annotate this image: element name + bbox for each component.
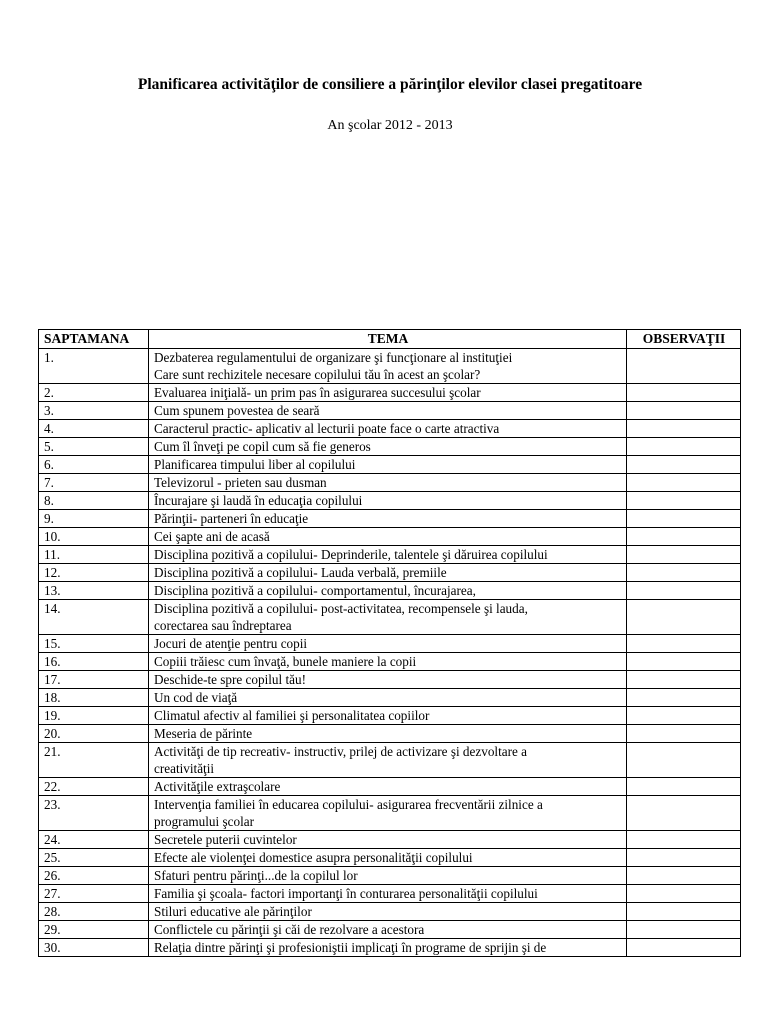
topic-cell — [149, 885, 627, 903]
table-row — [39, 600, 741, 635]
topic-line: Cei şapte ani de acasă — [154, 529, 270, 544]
notes-cell — [627, 867, 741, 885]
topic-cell — [149, 903, 627, 921]
table-row — [39, 743, 741, 778]
header-row — [39, 330, 741, 349]
week-cell: 30. — [39, 939, 149, 957]
table-row — [39, 653, 741, 671]
topic-line: Dezbaterea regulamentului de organizare şi funcţionare al instituţiei — [154, 350, 513, 365]
topic-cell — [149, 564, 627, 582]
notes-cell — [627, 438, 741, 456]
table-row — [39, 671, 741, 689]
topic-cell — [149, 796, 627, 831]
notes-cell — [627, 349, 741, 384]
topic-cell — [149, 671, 627, 689]
notes-cell — [627, 796, 741, 831]
week-cell: 19. — [39, 707, 149, 725]
week-cell: 24. — [39, 831, 149, 849]
notes-cell — [627, 831, 741, 849]
topic-cell — [149, 778, 627, 796]
week-cell: 8. — [39, 492, 149, 510]
topic-line: Planificarea timpului liber al copilului — [154, 457, 356, 472]
topic-cell — [149, 474, 627, 492]
table-row — [39, 725, 741, 743]
topic-line: Jocuri de atenţie pentru copii — [154, 636, 308, 651]
notes-cell — [627, 564, 741, 582]
topic-cell — [149, 402, 627, 420]
topic-cell — [149, 384, 627, 402]
topic-line: Efecte ale violenţei domestice asupra personalităţii copilului — [154, 850, 473, 865]
topic-cell — [149, 653, 627, 671]
topic-line: Copiii trăiesc cum învaţă, bunele maniere la copii — [154, 654, 417, 669]
week-cell: 15. — [39, 635, 149, 653]
table-row — [39, 384, 741, 402]
planning-table — [38, 329, 741, 957]
topic-line: Meseria de părinte — [154, 726, 253, 741]
notes-cell — [627, 778, 741, 796]
topic-line: Disciplina pozitivă a copilului- Deprinderile, talentele şi dăruirea copilului — [154, 547, 548, 562]
topic-line: Activităţi de tip recreativ- instructiv, prilej de activizare şi dezvoltare a — [154, 744, 527, 759]
table-row — [39, 528, 741, 546]
topic-line: Încurajare şi laudă în educaţia copilului — [154, 493, 363, 508]
week-cell: 27. — [39, 885, 149, 903]
week-cell: 1. — [39, 349, 149, 384]
notes-cell — [627, 939, 741, 957]
table-row — [39, 885, 741, 903]
table-row — [39, 402, 741, 420]
table-row — [39, 903, 741, 921]
topic-line: Disciplina pozitivă a copilului- Lauda verbală, premiile — [154, 565, 447, 580]
notes-cell — [627, 743, 741, 778]
topic-cell — [149, 831, 627, 849]
topic-line: Disciplina pozitivă a copilului- post-activitatea, recompensele şi lauda, — [154, 601, 528, 616]
notes-cell — [627, 474, 741, 492]
table-row — [39, 474, 741, 492]
topic-line: Activităţile extraşcolare — [154, 779, 281, 794]
week-cell: 2. — [39, 384, 149, 402]
topic-line: Intervenţia familiei în educarea copilului- asigurarea frecventării zilnice a — [154, 797, 543, 812]
table-row — [39, 707, 741, 725]
topic-line: Sfaturi pentru părinţi...de la copilul lor — [154, 868, 358, 883]
table-row — [39, 867, 741, 885]
topic-cell — [149, 510, 627, 528]
week-cell: 16. — [39, 653, 149, 671]
topic-cell — [149, 725, 627, 743]
topic-line: programului şcolar — [154, 814, 254, 829]
week-cell: 12. — [39, 564, 149, 582]
topic-line: Disciplina pozitivă a copilului- comportamentul, încurajarea, — [154, 583, 476, 598]
week-cell: 5. — [39, 438, 149, 456]
week-cell: 7. — [39, 474, 149, 492]
topic-cell — [149, 349, 627, 384]
header-notes: OBSERVAŢII — [627, 330, 741, 349]
week-cell: 18. — [39, 689, 149, 707]
topic-cell — [149, 921, 627, 939]
notes-cell — [627, 689, 741, 707]
header-topic: TEMA — [149, 330, 627, 349]
topic-cell — [149, 743, 627, 778]
table-row — [39, 510, 741, 528]
topic-cell — [149, 456, 627, 474]
table-row — [39, 420, 741, 438]
topic-line: Deschide-te spre copilul tău! — [154, 672, 306, 687]
notes-cell — [627, 653, 741, 671]
table-header — [39, 330, 741, 349]
notes-cell — [627, 420, 741, 438]
topic-line: Familia şi şcoala- factori importanţi în conturarea personalităţii copilului — [154, 886, 538, 901]
page-subtitle: An şcolar 2012 - 2013 — [327, 118, 453, 133]
topic-line: Stiluri educative ale părinţilor — [154, 904, 312, 919]
topic-cell — [149, 546, 627, 564]
table-row — [39, 796, 741, 831]
table-body — [39, 349, 741, 957]
topic-line: Un cod de viaţă — [154, 690, 238, 705]
topic-line: corectarea sau îndreptarea — [154, 618, 292, 633]
table-row — [39, 921, 741, 939]
table-row — [39, 438, 741, 456]
notes-cell — [627, 885, 741, 903]
week-cell: 17. — [39, 671, 149, 689]
topic-cell — [149, 582, 627, 600]
week-cell: 11. — [39, 546, 149, 564]
table-row — [39, 349, 741, 384]
topic-cell — [149, 492, 627, 510]
week-cell: 4. — [39, 420, 149, 438]
topic-line: Caracterul practic- aplicativ al lecturii poate face o carte atractiva — [154, 421, 500, 436]
notes-cell — [627, 921, 741, 939]
week-cell: 14. — [39, 600, 149, 635]
topic-line: Conflictele cu părinţii şi căi de rezolvare a acestora — [154, 922, 425, 937]
topic-cell — [149, 867, 627, 885]
week-cell: 29. — [39, 921, 149, 939]
notes-cell — [627, 903, 741, 921]
topic-line: Evaluarea iniţială- un prim pas în asigurarea succesului şcolar — [154, 385, 481, 400]
topic-line: Cum îl înveţi pe copil cum să fie generos — [154, 439, 371, 454]
topic-cell — [149, 939, 627, 957]
topic-line: Care sunt rechizitele necesare copilului tău în acest an şcolar? — [154, 367, 481, 382]
notes-cell — [627, 725, 741, 743]
week-cell: 20. — [39, 725, 149, 743]
topic-line: creativităţii — [154, 761, 215, 776]
topic-line: Climatul afectiv al familiei şi personalitatea copiilor — [154, 708, 430, 723]
table-row — [39, 689, 741, 707]
table-row — [39, 939, 741, 957]
table-row — [39, 456, 741, 474]
topic-cell — [149, 849, 627, 867]
topic-cell — [149, 689, 627, 707]
topic-line: Relaţia dintre părinţi şi profesioniştii implicaţi în programe de sprijin şi de — [154, 940, 547, 955]
topic-line: Secretele puterii cuvintelor — [154, 832, 297, 847]
week-cell: 22. — [39, 778, 149, 796]
notes-cell — [627, 671, 741, 689]
topic-cell — [149, 420, 627, 438]
week-cell: 3. — [39, 402, 149, 420]
notes-cell — [627, 546, 741, 564]
topic-line: Părinţii- parteneri în educaţie — [154, 511, 309, 526]
week-cell: 26. — [39, 867, 149, 885]
week-cell: 28. — [39, 903, 149, 921]
topic-cell — [149, 438, 627, 456]
week-cell: 25. — [39, 849, 149, 867]
topic-cell — [149, 707, 627, 725]
topic-line: Cum spunem povestea de seară — [154, 403, 320, 418]
notes-cell — [627, 849, 741, 867]
week-cell: 21. — [39, 743, 149, 778]
notes-cell — [627, 582, 741, 600]
notes-cell — [627, 402, 741, 420]
table-row — [39, 582, 741, 600]
topic-cell — [149, 635, 627, 653]
table-row — [39, 546, 741, 564]
header-week: SAPTAMANA — [39, 330, 149, 349]
notes-cell — [627, 600, 741, 635]
notes-cell — [627, 528, 741, 546]
page-title: Planificarea activităţilor de consiliere a părinţilor elevilor clasei pregatitoare — [137, 76, 643, 93]
week-cell: 9. — [39, 510, 149, 528]
week-cell: 13. — [39, 582, 149, 600]
notes-cell — [627, 635, 741, 653]
table-row — [39, 564, 741, 582]
week-cell: 23. — [39, 796, 149, 831]
table-row — [39, 831, 741, 849]
table-row — [39, 778, 741, 796]
table-row — [39, 635, 741, 653]
week-cell: 10. — [39, 528, 149, 546]
notes-cell — [627, 510, 741, 528]
topic-line: Televizorul - prieten sau dusman — [154, 475, 327, 490]
notes-cell — [627, 492, 741, 510]
notes-cell — [627, 707, 741, 725]
week-cell: 6. — [39, 456, 149, 474]
topic-cell — [149, 528, 627, 546]
notes-cell — [627, 456, 741, 474]
table-row — [39, 849, 741, 867]
notes-cell — [627, 384, 741, 402]
table-row — [39, 492, 741, 510]
topic-cell — [149, 600, 627, 635]
